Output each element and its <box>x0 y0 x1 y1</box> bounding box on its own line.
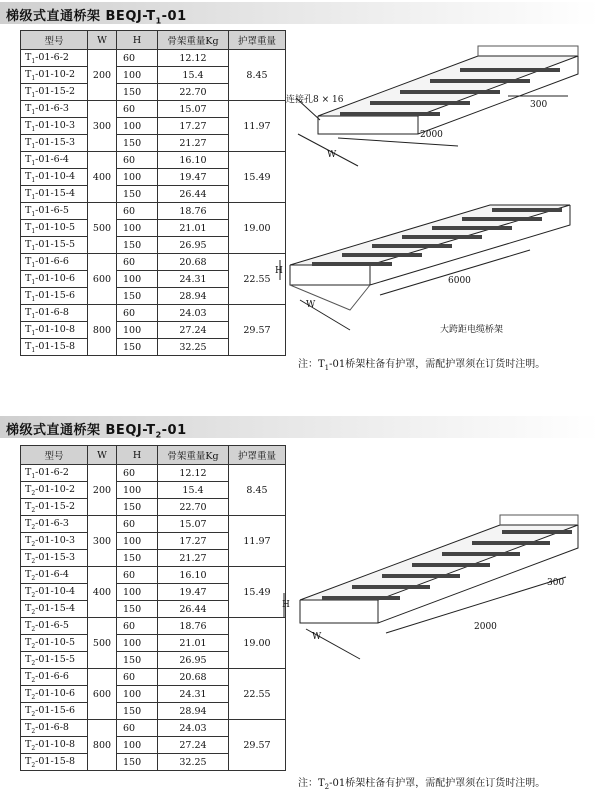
frame-weight-cell: 24.03 <box>158 305 229 322</box>
model-cell: $T_1-01-6-8$ <box>21 305 88 322</box>
table-row <box>21 305 286 322</box>
width-cell: 300 <box>88 101 117 152</box>
height-cell: 100 <box>117 482 158 499</box>
table-row <box>21 516 286 533</box>
width-cell: 400 <box>88 152 117 203</box>
model-cell: $T_2-01-10-4$ <box>21 584 88 601</box>
height-cell: 100 <box>117 271 158 288</box>
spec-table-2-body <box>21 465 286 771</box>
width-cell: 300 <box>88 516 117 567</box>
height-cell: 100 <box>117 686 158 703</box>
section-2-note: 注：$T_2-01$桥架柱备有护罩，需配护罩须在订货时注明。 <box>298 778 546 791</box>
section-1-note: 注：$T_1-01$桥架柱备有护罩，需配护罩须在订货时注明。 <box>298 359 546 372</box>
height-cell: 150 <box>117 84 158 101</box>
model-cell: $T_1-01-15-5$ <box>21 237 88 254</box>
span-dim-label-3: 300 <box>547 578 565 588</box>
col-w: W <box>88 446 117 465</box>
height-cell: 150 <box>117 288 158 305</box>
section-2-title: 梯级式直通桥架 BEQJ-$T_2-01$ <box>6 423 187 440</box>
model-cell: $T_1-01-15-2$ <box>21 84 88 101</box>
frame-weight-cell: 18.76 <box>158 203 229 220</box>
model-cell: $T_2-01-10-2$ <box>21 482 88 499</box>
span-dim-label-1: 300 <box>530 100 548 110</box>
table-row <box>21 669 286 686</box>
frame-weight-cell: 19.47 <box>158 169 229 186</box>
model-cell: $T_2-01-10-5$ <box>21 635 88 652</box>
model-cell: $T_2-01-10-3$ <box>21 533 88 550</box>
col-frame-weight: 骨架重量Kg <box>158 446 229 465</box>
cover-weight-cell: 8.45 <box>229 50 286 101</box>
section-1-header <box>0 2 600 24</box>
height-cell: 60 <box>117 254 158 271</box>
model-cell: $T_1-01-6-4$ <box>21 152 88 169</box>
model-cell: $T_1-01-15-4$ <box>21 186 88 203</box>
model-cell: $T_2-01-6-4$ <box>21 567 88 584</box>
height-cell: 100 <box>117 322 158 339</box>
table-row <box>21 50 286 67</box>
cover-weight-cell: 11.97 <box>229 516 286 567</box>
frame-weight-cell: 28.94 <box>158 703 229 720</box>
frame-weight-cell: 12.12 <box>158 50 229 67</box>
model-cell: $T_1-01-10-5$ <box>21 220 88 237</box>
width-cell: 400 <box>88 567 117 618</box>
height-cell: 100 <box>117 737 158 754</box>
length-dim-label-3: 2000 <box>474 622 497 632</box>
spec-table-1-body <box>21 50 286 356</box>
height-cell: 100 <box>117 220 158 237</box>
frame-weight-cell: 20.68 <box>158 254 229 271</box>
model-cell: $T_1-01-15-3$ <box>21 135 88 152</box>
spec-table-1 <box>20 30 286 356</box>
col-h: H <box>117 31 158 50</box>
height-cell: 150 <box>117 237 158 254</box>
frame-weight-cell: 22.70 <box>158 499 229 516</box>
cover-weight-cell: 22.55 <box>229 669 286 720</box>
ladder-tray-drawing-2 <box>270 200 590 350</box>
model-cell: $T_1-01-10-2$ <box>21 67 88 84</box>
section-2-header <box>0 416 600 438</box>
table-row <box>21 618 286 635</box>
table-row <box>21 152 286 169</box>
length-dim-label-2: 6000 <box>448 276 471 286</box>
drawing-caption: 大跨距电缆桥架 <box>440 325 504 335</box>
table-row <box>21 101 286 118</box>
frame-weight-cell: 22.70 <box>158 84 229 101</box>
width-cell: 600 <box>88 254 117 305</box>
model-cell: $T_2-01-6-5$ <box>21 618 88 635</box>
height-cell: 150 <box>117 339 158 356</box>
width-dim-label-1: W <box>327 150 337 160</box>
frame-weight-cell: 27.24 <box>158 322 229 339</box>
frame-weight-cell: 21.01 <box>158 220 229 237</box>
height-cell: 150 <box>117 135 158 152</box>
cover-weight-cell: 19.00 <box>229 618 286 669</box>
col-model: 型号 <box>21 446 88 465</box>
height-cell: 60 <box>117 305 158 322</box>
model-cell: $T_2-01-6-3$ <box>21 516 88 533</box>
frame-weight-cell: 20.68 <box>158 669 229 686</box>
width-cell: 500 <box>88 203 117 254</box>
width-dim-label-2: W <box>306 300 316 310</box>
table-row <box>21 254 286 271</box>
cover-weight-cell: 29.57 <box>229 720 286 771</box>
frame-weight-cell: 24.31 <box>158 686 229 703</box>
height-cell: 60 <box>117 669 158 686</box>
frame-weight-cell: 26.95 <box>158 237 229 254</box>
model-cell: $T_1-01-10-6$ <box>21 271 88 288</box>
col-cover-weight: 护罩重量 <box>229 31 286 50</box>
section-1-title: 梯级式直通桥架 BEQJ-$T_1-01$ <box>6 9 187 26</box>
frame-weight-cell: 19.47 <box>158 584 229 601</box>
model-cell: $T_1-01-10-3$ <box>21 118 88 135</box>
frame-weight-cell: 24.31 <box>158 271 229 288</box>
table-row <box>21 720 286 737</box>
height-cell: 60 <box>117 50 158 67</box>
spec-table-2 <box>20 445 286 771</box>
col-cover-weight: 护罩重量 <box>229 446 286 465</box>
height-cell: 60 <box>117 720 158 737</box>
height-cell: 60 <box>117 567 158 584</box>
height-dim-label-3: H <box>282 600 290 610</box>
model-cell: $T_1-01-6-3$ <box>21 101 88 118</box>
table-header-row <box>21 31 286 50</box>
width-cell: 800 <box>88 720 117 771</box>
model-cell: $T_2-01-10-6$ <box>21 686 88 703</box>
frame-weight-cell: 26.44 <box>158 186 229 203</box>
model-cell: $T_2-01-10-8$ <box>21 737 88 754</box>
cover-weight-cell: 29.57 <box>229 305 286 356</box>
col-h: H <box>117 446 158 465</box>
model-cell: $T_2-01-15-3$ <box>21 550 88 567</box>
frame-weight-cell: 12.12 <box>158 465 229 482</box>
height-cell: 100 <box>117 584 158 601</box>
width-dim-label-3: W <box>312 632 322 642</box>
frame-weight-cell: 26.95 <box>158 652 229 669</box>
height-cell: 150 <box>117 703 158 720</box>
table-row <box>21 567 286 584</box>
height-cell: 100 <box>117 635 158 652</box>
ladder-tray-drawing-3 <box>276 505 596 675</box>
cover-weight-cell: 15.49 <box>229 567 286 618</box>
model-cell: $T_2-01-15-6$ <box>21 703 88 720</box>
width-cell: 500 <box>88 618 117 669</box>
table-row <box>21 203 286 220</box>
height-cell: 100 <box>117 533 158 550</box>
height-cell: 60 <box>117 203 158 220</box>
height-cell: 100 <box>117 67 158 84</box>
frame-weight-cell: 15.07 <box>158 516 229 533</box>
col-frame-weight: 骨架重量Kg <box>158 31 229 50</box>
frame-weight-cell: 24.03 <box>158 720 229 737</box>
frame-weight-cell: 28.94 <box>158 288 229 305</box>
width-cell: 600 <box>88 669 117 720</box>
frame-weight-cell: 15.4 <box>158 482 229 499</box>
frame-weight-cell: 21.01 <box>158 635 229 652</box>
model-cell: $T_2-01-15-5$ <box>21 652 88 669</box>
height-cell: 60 <box>117 465 158 482</box>
table-row <box>21 465 286 482</box>
cover-weight-cell: 15.49 <box>229 152 286 203</box>
width-cell: 800 <box>88 305 117 356</box>
height-dim-label-2: H <box>275 266 283 276</box>
height-cell: 150 <box>117 601 158 618</box>
model-cell: $T_2-01-15-2$ <box>21 499 88 516</box>
model-cell: $T_1-01-6-6$ <box>21 254 88 271</box>
cover-weight-cell: 19.00 <box>229 203 286 254</box>
cover-weight-cell: 22.55 <box>229 254 286 305</box>
height-cell: 60 <box>117 618 158 635</box>
frame-weight-cell: 32.25 <box>158 339 229 356</box>
model-cell: $T_2-01-6-8$ <box>21 720 88 737</box>
ladder-tray-drawing-1 <box>278 38 598 186</box>
height-cell: 100 <box>117 118 158 135</box>
height-cell: 100 <box>117 169 158 186</box>
col-model: 型号 <box>21 31 88 50</box>
frame-weight-cell: 32.25 <box>158 754 229 771</box>
model-cell: $T_1-01-15-8$ <box>21 339 88 356</box>
frame-weight-cell: 27.24 <box>158 737 229 754</box>
frame-weight-cell: 15.4 <box>158 67 229 84</box>
model-cell: $T_1-01-6-2$ <box>21 50 88 67</box>
model-cell: $T_1-01-10-4$ <box>21 169 88 186</box>
model-cell: $T_1-01-6-2$ <box>21 465 88 482</box>
height-cell: 60 <box>117 152 158 169</box>
model-cell: $T_2-01-15-8$ <box>21 754 88 771</box>
model-cell: $T_1-01-15-6$ <box>21 288 88 305</box>
table-header-row <box>21 446 286 465</box>
frame-weight-cell: 17.27 <box>158 118 229 135</box>
frame-weight-cell: 21.27 <box>158 550 229 567</box>
cover-weight-cell: 8.45 <box>229 465 286 516</box>
col-w: W <box>88 31 117 50</box>
frame-weight-cell: 15.07 <box>158 101 229 118</box>
height-cell: 150 <box>117 186 158 203</box>
model-cell: $T_2-01-6-6$ <box>21 669 88 686</box>
frame-weight-cell: 21.27 <box>158 135 229 152</box>
model-cell: $T_2-01-15-4$ <box>21 601 88 618</box>
connection-hole-label: 连接孔8 × 16 <box>286 95 344 105</box>
cover-weight-cell: 11.97 <box>229 101 286 152</box>
frame-weight-cell: 16.10 <box>158 567 229 584</box>
height-cell: 150 <box>117 754 158 771</box>
height-cell: 60 <box>117 516 158 533</box>
width-cell: 200 <box>88 50 117 101</box>
height-cell: 150 <box>117 499 158 516</box>
length-dim-label-1: 2000 <box>420 130 443 140</box>
height-cell: 150 <box>117 550 158 567</box>
height-cell: 60 <box>117 101 158 118</box>
model-cell: $T_1-01-10-8$ <box>21 322 88 339</box>
height-cell: 150 <box>117 652 158 669</box>
model-cell: $T_1-01-6-5$ <box>21 203 88 220</box>
frame-weight-cell: 16.10 <box>158 152 229 169</box>
frame-weight-cell: 18.76 <box>158 618 229 635</box>
width-cell: 200 <box>88 465 117 516</box>
frame-weight-cell: 26.44 <box>158 601 229 618</box>
frame-weight-cell: 17.27 <box>158 533 229 550</box>
